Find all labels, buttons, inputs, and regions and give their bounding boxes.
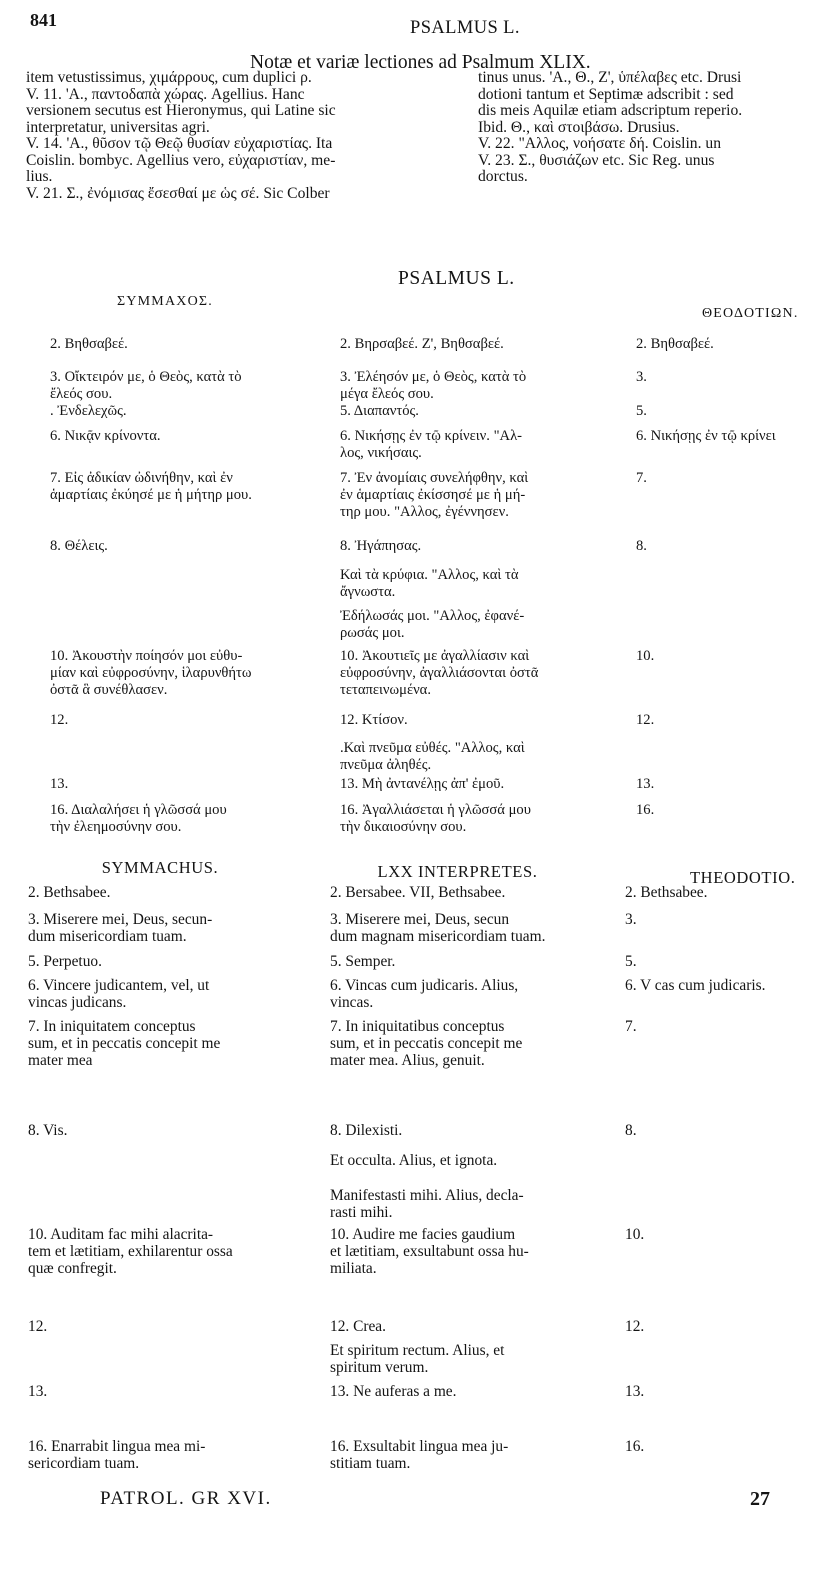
symmachus-cell: 6. Vincere judicantem, vel, ut vincas judicans.	[28, 977, 210, 1011]
symmachus-cell: 13.	[28, 1383, 48, 1400]
theodotion-cell: 8.	[636, 538, 647, 554]
notes-title: Notæ et variæ lectiones ad Psalmum XLIX.	[250, 52, 591, 73]
symmachus-cell: 10. Auditam fac mihi alacrita- tem et lætitiam, exhilarentur ossa quæ confregit.	[28, 1226, 233, 1277]
symmachus-cell: 12.	[50, 712, 69, 728]
lxx-cell: 13. Ne auferas a me.	[330, 1383, 457, 1400]
lxx-cell: Et occulta. Alius, et ignota.	[330, 1152, 498, 1169]
lxx-cell: 10. Audire me facies gaudium et lætitiam, exsultabunt ossa hu- miliata.	[330, 1226, 529, 1277]
lxx-cell: 8. Ἠγάπησας.	[340, 538, 422, 554]
page-number: 841	[30, 10, 57, 30]
lxx-cell: Καὶ τὰ κρύφια. "Αλλος, καὶ τὰ ἄγνωστα.	[340, 567, 519, 600]
symmachus-latin-heading: SYMMACHUS.	[101, 858, 219, 877]
symmachus-cell: 13.	[50, 776, 69, 792]
symmachus-cell: 3. Miserere mei, Deus, secun- dum misericordiam tuam.	[28, 911, 213, 945]
symmachus-cell: 3. Οἴκτειρόν με, ὁ Θεὸς, κατὰ τὸ ἔλεός σου.	[50, 369, 242, 402]
lxx-cell: 16. Exsultabit lingua mea ju- stitiam tuam.	[330, 1438, 509, 1472]
footer-patrol: PATROL. GR XVI.	[100, 1488, 272, 1509]
symmachus-cell: 5. Perpetuo.	[28, 953, 102, 970]
theodotion-cell: 6. V cas cum judicaris.	[625, 977, 766, 994]
lxx-cell: 6. Vincas cum judicaris. Alius, vincas.	[330, 977, 519, 1011]
theodotion-greek-heading: ΘΕΟΔΟΤΙΩΝ.	[702, 306, 799, 321]
symmachus-cell: 8. Θέλεις.	[50, 538, 108, 554]
theodotio-latin-heading: THEODOTIO.	[690, 868, 796, 887]
theodotion-cell: 5.	[625, 953, 637, 970]
theodotion-cell: 3.	[625, 911, 637, 928]
theodotion-cell: 8.	[625, 1122, 637, 1139]
lxx-cell: 2. Βηρσαβεέ. Ζ', Βηθσαβεέ.	[340, 336, 504, 352]
notes-left-column: item vetustissimus, χιμάρρους, cum duplici ρ. V. 11. 'Α., παντοδαπὰ χώρας. Agellius. Hanc versionem secutus est Hieronymus, qui Latine sic interpretatur, universitas agri. V. 14. 'Α., θῦσον τῷ Θεῷ θυσίαν εὐχαριστίας. Ita Coislin. bombyc. Agellius vero, εὐχαριστίαν, me- lius. V. 21. Σ., ἐνόμισας ἔσεσθαί με ὡς σέ. Sic Colber	[26, 69, 336, 202]
lxx-latin-heading: LXX INTERPRETES.	[377, 862, 538, 881]
theodotion-cell: 2. Bethsabee.	[625, 884, 708, 901]
theodotion-cell: 5.	[636, 403, 647, 419]
lxx-cell: 13. Μὴ ἀντανέλῃς ἀπ' ἐμοῦ.	[340, 776, 505, 792]
lxx-cell: 16. Ἀγαλλιάσεται ἡ γλῶσσά μου τὴν δικαιοσύνην σου.	[340, 802, 531, 835]
theodotion-cell: 12.	[625, 1318, 645, 1335]
lxx-cell: .Καὶ πνεῦμα εὐθές. "Αλλος, καὶ πνεῦμα ἀληθές.	[340, 740, 525, 773]
lxx-cell: 2. Bersabee. VII, Bethsabee.	[330, 884, 506, 901]
lxx-cell: 6. Νικήσῃς ἐν τῷ κρίνειν. "Αλ- λος, νικήσαις.	[340, 428, 523, 461]
running-head: PSALMUS L.	[410, 18, 520, 38]
lxx-cell: 8. Dilexisti.	[330, 1122, 403, 1139]
theodotion-cell: 6. Νικήσῃς ἐν τῷ κρίνει	[636, 428, 776, 444]
lxx-cell: 10. Ἀκουτιεῖς με ἀγαλλίασιν καὶ εὐφροσύνην, ἀγαλλιάσονται ὀστᾶ τεταπεινωμένα.	[340, 648, 539, 698]
lxx-cell: Manifestasti mihi. Alius, decla- rasti mihi.	[330, 1187, 524, 1221]
theodotion-cell: 2. Βηθσαβεέ.	[636, 336, 714, 352]
footer-signature: 27	[750, 1488, 770, 1510]
symmachus-cell: 6. Νικᾷν κρίνοντα.	[50, 428, 161, 444]
theodotion-cell: 10.	[625, 1226, 645, 1243]
lxx-cell: Ἐδήλωσάς μοι. "Αλλος, ἐφανέ- ρωσάς μοι.	[340, 608, 525, 641]
theodotion-cell: 16.	[625, 1438, 645, 1455]
lxx-cell: 7. Ἐν ἀνομίαις συνελήφθην, καὶ ἐν ἁμαρτίαις ἐκίσσησέ με ἡ μή- τηρ μου. "Αλλος, ἐγέννησεν.	[340, 470, 529, 520]
theodotion-cell: 13.	[625, 1383, 645, 1400]
symmachus-cell: 7. In iniquitatem conceptus sum, et in peccatis concepit me mater mea	[28, 1018, 221, 1069]
symmachus-cell: 16. Διαλαλήσει ἡ γλῶσσά μου τὴν ἐλεημοσύνην σου.	[50, 802, 227, 835]
psalm-title: PSALMUS L.	[398, 268, 515, 289]
theodotion-cell: 12.	[636, 712, 655, 728]
symmachus-cell: 2. Βηθσαβεέ.	[50, 336, 128, 352]
symmachus-cell: 10. Ἀκουστὴν ποίησόν μοι εὐθυ- μίαν καὶ εὐφροσύνην, ἱλαρυνθήτω ὀστᾶ ἃ συνέθλασεν.	[50, 648, 252, 698]
theodotion-cell: 13.	[636, 776, 655, 792]
symmachus-cell: 16. Enarrabit lingua mea mi- sericordiam tuam.	[28, 1438, 206, 1472]
theodotion-cell: 10.	[636, 648, 655, 664]
symmachus-cell: 7. Εἰς ἀδικίαν ὠδινήθην, καὶ ἐν ἁμαρτίαις ἐκύησέ με ἡ μήτηρ μου.	[50, 470, 252, 503]
lxx-cell: 5. Semper.	[330, 953, 396, 970]
lxx-cell: 12. Κτίσον.	[340, 712, 408, 728]
symmachus-cell: 12.	[28, 1318, 48, 1335]
lxx-cell: 3. Miserere mei, Deus, secun dum magnam misericordiam tuam.	[330, 911, 546, 945]
symmachus-cell: 2. Bethsabee.	[28, 884, 111, 901]
theodotion-cell: 16.	[636, 802, 655, 818]
lxx-cell: Et spiritum rectum. Alius, et spiritum verum.	[330, 1342, 505, 1376]
theodotion-cell: 7.	[636, 470, 647, 486]
theodotion-cell: 7.	[625, 1018, 637, 1035]
symmachus-cell: 8. Vis.	[28, 1122, 68, 1139]
lxx-cell: 5. Διαπαντός.	[340, 403, 419, 419]
lxx-cell: 12. Crea.	[330, 1318, 386, 1335]
symmachus-cell: . Ἐνδελεχῶς.	[50, 403, 127, 419]
theodotion-cell: 3.	[636, 369, 647, 385]
symmachus-greek-heading: ΣΥΜΜΑΧΟΣ.	[117, 294, 213, 309]
lxx-cell: 7. In iniquitatibus conceptus sum, et in peccatis concepit me mater mea. Alius, genuit.	[330, 1018, 523, 1069]
lxx-cell: 3. Ἐλέησόν με, ὁ Θεὸς, κατὰ τὸ μέγα ἔλεός σου.	[340, 369, 527, 402]
notes-right-column: tinus unus. 'Α., Θ., Ζ', ὑπέλαβες etc. Drusi dotioni tantum et Septimæ adscribit : sed dis meis Aquilæ etiam adscriptum reperio. Ibid. Θ., καὶ στοιβάσω. Drusius. V. 22. "Αλλος, νοήσατε δή. Coislin. un V. 23. Σ., θυσιάζων etc. Sic Reg. unus dorctus.	[478, 69, 743, 185]
